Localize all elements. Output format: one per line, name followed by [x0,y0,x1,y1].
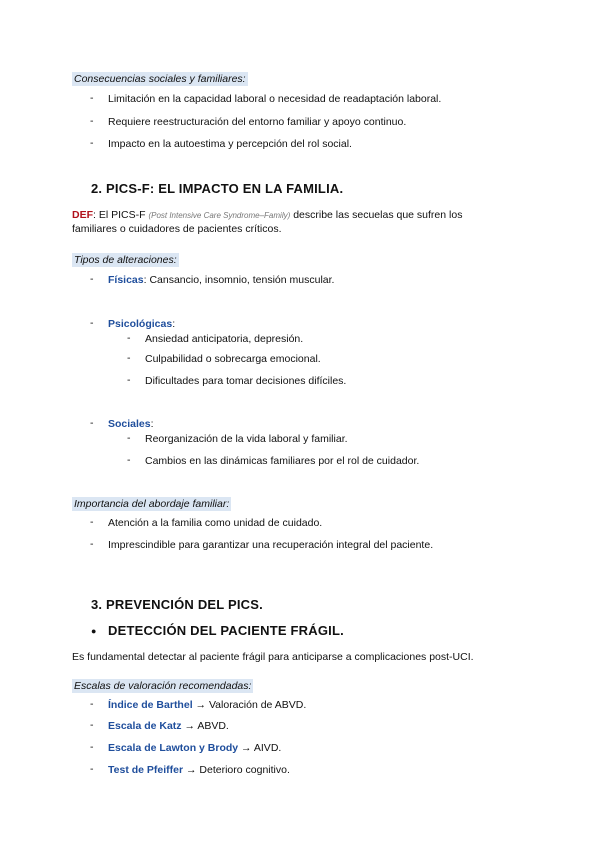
list-dash: - [90,538,94,550]
list-dash: - [90,317,94,329]
fisicas-text: : Cansancio, insomnio, tensión muscular. [143,274,335,286]
list-dash: - [90,719,94,731]
definition-paragraph [72,208,532,223]
list-dash: - [90,137,94,149]
escala-name: Escala de Katz [108,720,182,732]
list-item: Impacto en la autoestima y percepción del rol social. [108,138,352,150]
psicologicas-label: Psicológicas [108,318,173,330]
section-heading-prevencion: 3. PREVENCIÓN DEL PICS. [91,597,263,612]
list-item: Imprescindible para garantizar una recuperación integral del paciente. [108,539,434,551]
escala-name: Escala de Lawton y Brody [108,742,239,754]
list-dash: - [90,763,94,775]
sublist-dash: - [127,374,131,386]
sublist-dash: - [127,454,131,466]
section-heading-pics-f: 2. PICS-F: EL IMPACTO EN LA FAMILIA. [91,181,344,196]
arrow-icon: → [186,764,197,776]
list-item: Requiere reestructuración del entorno familiar y apoyo continuo. [108,116,407,128]
list-dash: - [90,115,94,127]
subheading-importancia: Importancia del abordaje familiar: [74,498,230,510]
sociales-colon: : [150,418,154,430]
psicologicas-colon: : [172,318,176,330]
subheading-escalas: Escalas de valoración recomendadas: [74,680,252,692]
arrow-icon: → [184,720,195,732]
fisicas-label: Físicas [108,274,144,286]
subsection-heading-fragil: DETECCIÓN DEL PACIENTE FRÁGIL. [108,623,344,638]
list-dash: - [90,698,94,710]
sublist-item: Ansiedad anticipatoria, depresión. [145,333,304,345]
def-colon: : [93,209,96,221]
escala-desc: Valoración de ABVD. [208,699,307,711]
bullet-icon: ● [91,626,97,636]
escala-desc: ABVD. [197,720,229,732]
sublist-dash: - [127,332,131,344]
def-tail: describe las secuelas que sufren los [293,209,463,221]
list-item-fisicas [108,273,334,287]
list-dash: - [90,516,94,528]
list-item: Atención a la familia como unidad de cuidado. [108,517,323,529]
definition-line-2: familiares o cuidadores de pacientes críticos. [72,223,282,235]
escala-item [108,698,306,712]
escala-item [108,741,281,755]
sublist-dash: - [127,352,131,364]
escala-item [108,763,290,777]
sublist-dash: - [127,432,131,444]
list-item-psicologicas [108,317,175,331]
list-dash: - [90,92,94,104]
subheading-consecuencias: Consecuencias sociales y familiares: [74,73,246,85]
arrow-icon: → [195,699,207,711]
subheading-tipos: Tipos de alteraciones: [74,254,177,266]
list-dash: - [90,417,94,429]
list-dash: - [90,273,94,285]
list-item: Limitación en la capacidad laboral o necesidad de readaptación laboral. [108,93,442,105]
list-item-sociales [108,417,154,431]
sublist-item: Culpabilidad o sobrecarga emocional. [145,353,321,365]
def-tag: DEF [72,209,93,221]
sublist-item: Dificultades para tomar decisiones difíciles. [145,375,347,387]
escala-item [108,719,229,733]
escala-name: Índice de Barthel [108,699,193,711]
list-dash: - [90,741,94,753]
sublist-item: Cambios en las dinámicas familiares por el rol de cuidador. [145,455,420,467]
sublist-item: Reorganización de la vida laboral y familiar. [145,433,348,445]
escala-name: Test de Pfeiffer [108,764,184,776]
escala-desc: AIVD. [253,742,282,754]
escala-desc: Deterioro cognitivo. [199,764,290,776]
def-lead: El PICS-F [98,209,146,221]
arrow-icon: → [241,742,252,754]
intro-paragraph: Es fundamental detectar al paciente frágil para anticiparse a complicaciones post-UCI. [72,651,474,663]
def-parenthetical: (Post Intensive Care Syndrome–Family) [148,211,291,220]
sociales-label: Sociales [108,418,151,430]
